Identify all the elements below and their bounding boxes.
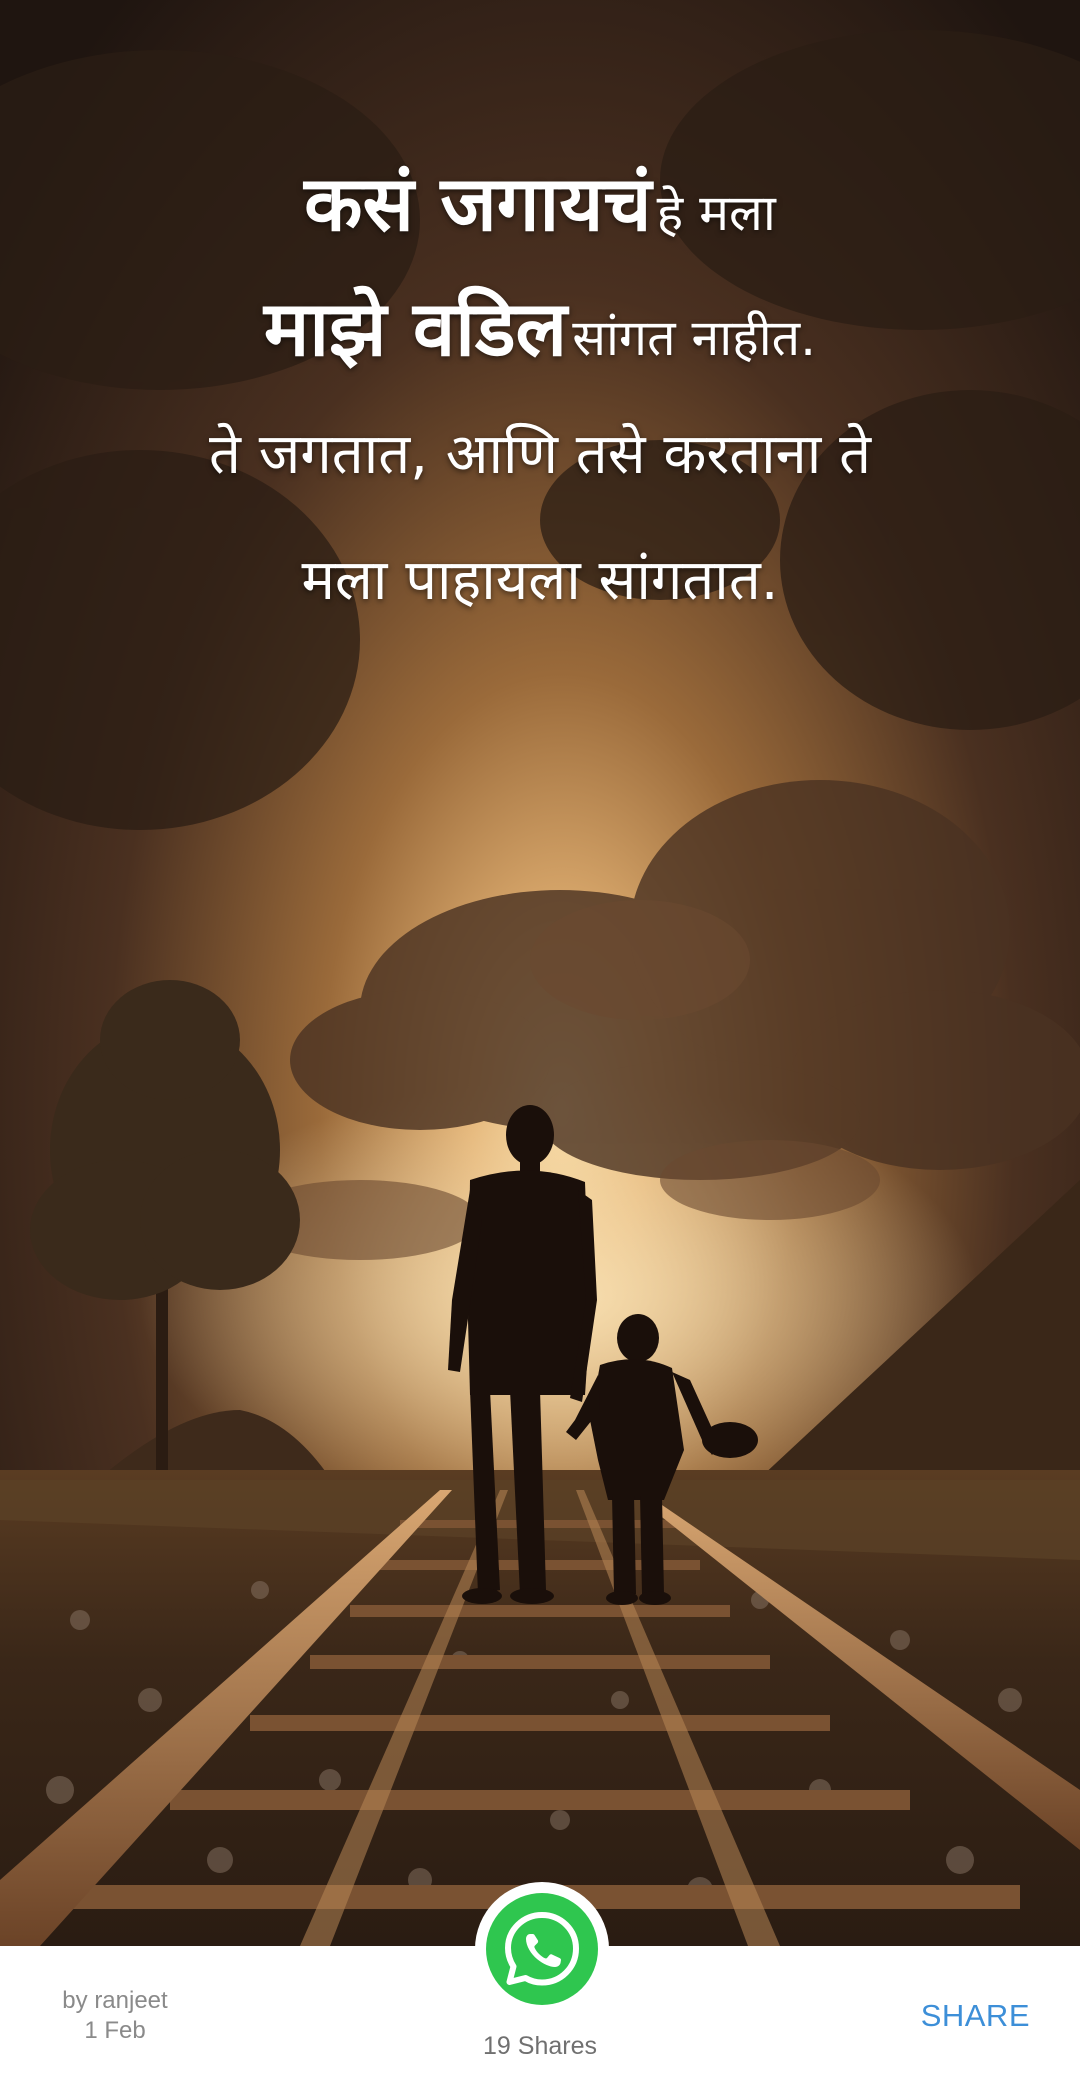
author-info [40,1986,190,2046]
quote-line-1-small: हे मला [656,184,776,242]
whatsapp-icon-circle [486,1893,598,2005]
quote-line-2-big: माझे वडिल [263,284,568,373]
quote-line-2-small: सांगत नाहीत. [572,309,817,367]
quote-line-2 [0,275,1080,378]
quote-text [0,150,1080,616]
quote-line-3: ते जगतात, आणि तसे करताना ते [209,422,871,487]
author-name: by ranjeet [62,1987,168,2014]
quote-line-1 [0,150,1080,253]
whatsapp-icon [486,1893,598,2005]
quote-line-4: मला पाहायला सांगतात. [301,548,779,613]
post-date: 1 Feb [84,2017,146,2044]
share-count: 19 Shares [483,2032,597,2060]
share-button[interactable]: SHARE [920,1998,1030,2033]
whatsapp-share-button[interactable] [475,1882,609,2016]
quote-line-1-big: कसं जगायचं [304,159,652,248]
